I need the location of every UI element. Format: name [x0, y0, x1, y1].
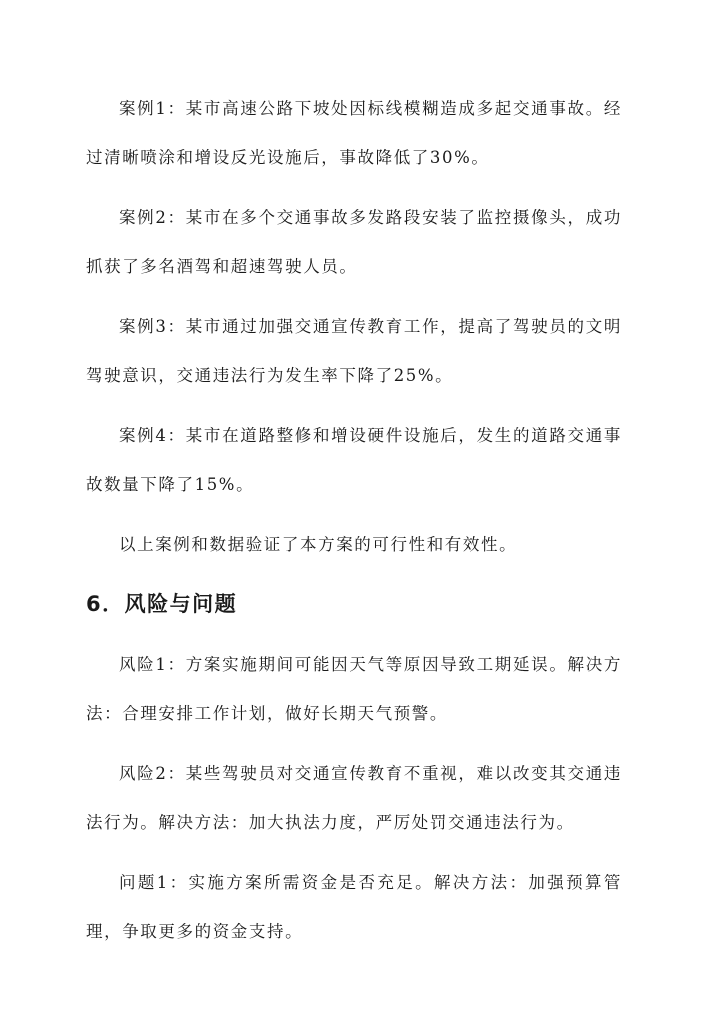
risk-1-paragraph: 风险1：方案实施期间可能因天气等原因导致工期延误。解决方法：合理安排工作计划，做好长期天气预警。	[86, 655, 622, 723]
section-heading: 6．风险与问题	[86, 592, 238, 616]
case-4-paragraph: 案例4：某市在道路整修和增设硬件设施后，发生的道路交通事故数量下降了15%。	[86, 426, 622, 494]
document-page	[86, 84, 622, 967]
case-1-paragraph: 案例1：某市高速公路下坡处因标线模糊造成多起交通事故。经过清晰喷涂和增设反光设施后，事故降低了30%。	[86, 99, 622, 167]
risk-2-paragraph: 风险2：某些驾驶员对交通宣传教育不重视，难以改变其交通违法行为。解决方法：加大执法力度，严厉处罚交通违法行为。	[86, 764, 622, 832]
case-2-paragraph: 案例2：某市在多个交通事故多发路段安装了监控摄像头，成功抓获了多名酒驾和超速驾驶人员。	[86, 208, 622, 276]
case-3-paragraph: 案例3：某市通过加强交通宣传教育工作，提高了驾驶员的文明驾驶意识，交通违法行为发生率下降了25%。	[86, 317, 622, 385]
issue-1-paragraph: 问题1：实施方案所需资金是否充足。解决方法：加强预算管理，争取更多的资金支持。	[86, 873, 622, 941]
summary-paragraph: 以上案例和数据验证了本方案的可行性和有效性。	[119, 535, 518, 554]
